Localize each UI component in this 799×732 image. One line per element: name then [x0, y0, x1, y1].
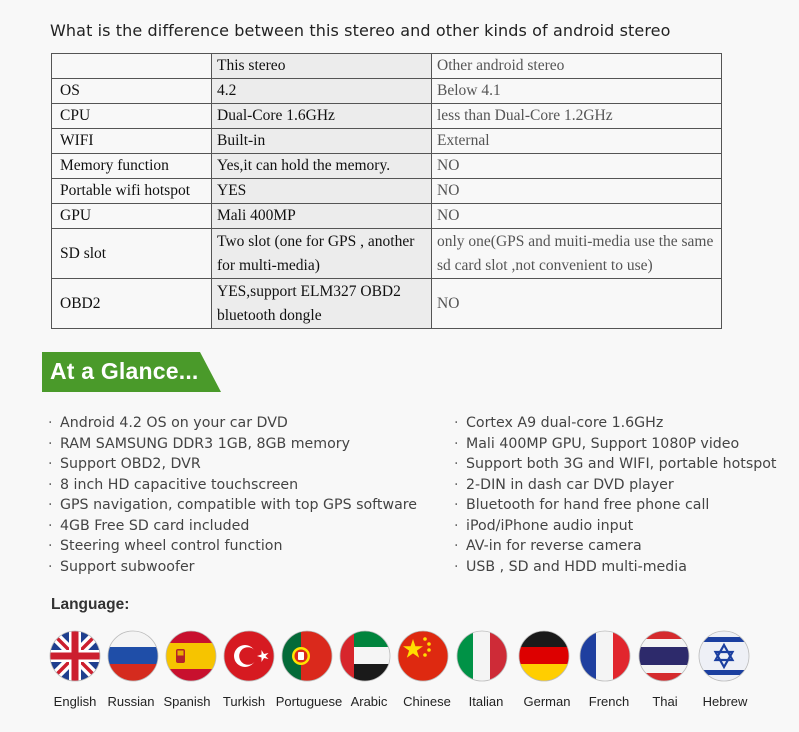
row-this-value: Mali 400MP — [212, 204, 432, 229]
list-item — [48, 495, 417, 516]
language-label-russian: Russian — [107, 694, 155, 709]
feature-text: 8 inch HD capacitive touchscreen — [60, 476, 299, 493]
feature-text: Bluetooth for hand free phone call — [466, 497, 710, 513]
row-this-value: 4.2 — [212, 79, 432, 104]
france-flag-icon — [579, 630, 631, 682]
header-cell-blank — [52, 54, 212, 79]
table-header-row — [52, 54, 722, 79]
row-this-value: Built-in — [212, 129, 432, 154]
bullet-icon: · — [48, 456, 53, 472]
list-item — [48, 557, 417, 578]
row-label: GPU — [52, 204, 212, 229]
feature-text: Cortex A9 dual-core 1.6GHz — [466, 415, 664, 431]
feature-text: Steering wheel control function — [60, 538, 283, 554]
list-item — [48, 516, 417, 537]
feature-text: Support subwoofer — [60, 558, 195, 575]
table-row — [52, 179, 722, 204]
row-other-value: only one(GPS and muiti-media use the same sd card slot ,not convenient to use) — [432, 229, 722, 279]
feature-list-left — [48, 413, 417, 577]
bullet-icon: · — [454, 476, 459, 493]
language-label-spanish: Spanish — [163, 694, 211, 709]
bullet-icon: · — [48, 497, 53, 513]
feature-text: 2-DIN in dash car DVD player — [466, 476, 674, 493]
germany-flag-icon — [518, 630, 570, 682]
table-row — [52, 204, 722, 229]
table-row — [52, 279, 722, 329]
table-row — [52, 104, 722, 129]
language-label-hebrew: Hebrew — [702, 694, 748, 709]
bullet-icon: · — [454, 517, 459, 534]
at-a-glance-banner — [42, 352, 222, 392]
list-item — [48, 434, 417, 455]
comparison-table — [51, 53, 722, 329]
bullet-icon: · — [454, 435, 459, 452]
feature-text: USB , SD and HDD multi-media — [466, 558, 687, 575]
language-label-french: French — [588, 694, 630, 709]
language-flags — [0, 630, 799, 730]
row-label: OBD2 — [52, 279, 212, 329]
row-other-value: NO — [432, 279, 722, 329]
bullet-icon: · — [454, 415, 459, 431]
row-this-value: Yes,it can hold the memory. — [212, 154, 432, 179]
row-label: Portable wifi hotspot — [52, 179, 212, 204]
list-item — [454, 516, 777, 537]
row-other-value: NO — [432, 204, 722, 229]
feature-text: iPod/iPhone audio input — [466, 517, 634, 534]
language-label-turkish: Turkish — [222, 694, 266, 709]
uae-flag-icon — [339, 630, 391, 682]
list-item — [48, 475, 417, 496]
language-label-chinese: Chinese — [403, 694, 451, 709]
row-other-value: NO — [432, 179, 722, 204]
row-this-value: Dual-Core 1.6GHz — [212, 104, 432, 129]
bullet-icon: · — [48, 435, 53, 452]
feature-text: AV-in for reverse camera — [466, 538, 642, 554]
italy-flag-icon — [456, 630, 508, 682]
at-a-glance-heading: At a Glance... — [50, 358, 199, 384]
feature-text: RAM SAMSUNG DDR3 1GB, 8GB memory — [60, 435, 351, 452]
row-label: Memory function — [52, 154, 212, 179]
language-label-arabic: Arabic — [350, 694, 388, 709]
table-row — [52, 129, 722, 154]
feature-text: Support OBD2, DVR — [60, 456, 201, 472]
bullet-icon: · — [454, 538, 459, 554]
language-label-english: English — [53, 694, 97, 709]
turkey-flag-icon — [223, 630, 275, 682]
bullet-icon: · — [454, 558, 459, 575]
uk-flag-icon — [49, 630, 101, 682]
china-flag-icon — [397, 630, 449, 682]
row-this-value: YES — [212, 179, 432, 204]
feature-text: 4GB Free SD card included — [60, 517, 250, 534]
row-other-value: External — [432, 129, 722, 154]
row-label: SD slot — [52, 229, 212, 279]
row-this-value: Two slot (one for GPS , another for multi-media) — [212, 229, 432, 279]
table-row — [52, 154, 722, 179]
russia-flag-icon — [107, 630, 159, 682]
row-label: OS — [52, 79, 212, 104]
list-item — [454, 434, 777, 455]
row-label: CPU — [52, 104, 212, 129]
header-cell-this-stereo: This stereo — [212, 54, 432, 79]
row-other-value: Below 4.1 — [432, 79, 722, 104]
list-item — [454, 454, 777, 475]
list-item — [454, 536, 777, 557]
language-label-italian: Italian — [468, 694, 504, 709]
language-heading: Language: — [51, 596, 130, 613]
bullet-icon: · — [48, 415, 53, 431]
list-item — [48, 454, 417, 475]
feature-text: Support both 3G and WIFI, portable hotspot — [466, 456, 777, 472]
language-label-german: German — [523, 694, 571, 709]
list-item — [454, 557, 777, 578]
list-item — [48, 413, 417, 434]
bullet-icon: · — [48, 538, 53, 554]
list-item — [454, 495, 777, 516]
row-label: WIFI — [52, 129, 212, 154]
bullet-icon: · — [454, 456, 459, 472]
thailand-flag-icon — [638, 630, 690, 682]
portugal-flag-icon — [281, 630, 333, 682]
table-row — [52, 79, 722, 104]
bullet-icon: · — [48, 558, 53, 575]
table-row — [52, 229, 722, 279]
header-cell-other-stereo: Other android stereo — [432, 54, 722, 79]
bullet-icon: · — [48, 517, 53, 534]
list-item — [454, 475, 777, 496]
feature-text: GPS navigation, compatible with top GPS software — [60, 497, 418, 513]
feature-text: Mali 400MP GPU, Support 1080P video — [466, 435, 740, 452]
row-other-value: NO — [432, 154, 722, 179]
language-label-portuguese: Portuguese — [275, 694, 343, 709]
feature-list-right — [454, 413, 777, 577]
bullet-icon: · — [454, 497, 459, 513]
feature-text: Android 4.2 OS on your car DVD — [60, 415, 288, 431]
spain-flag-icon — [165, 630, 217, 682]
bullet-icon: · — [48, 476, 53, 493]
israel-flag-icon — [698, 630, 750, 682]
language-label-thai: Thai — [652, 694, 678, 709]
list-item — [454, 413, 777, 434]
list-item — [48, 536, 417, 557]
row-other-value: less than Dual-Core 1.2GHz — [432, 104, 722, 129]
row-this-value: YES,support ELM327 OBD2 bluetooth dongle — [212, 279, 432, 329]
page-title: What is the difference between this stereo and other kinds of android stereo — [50, 21, 671, 40]
